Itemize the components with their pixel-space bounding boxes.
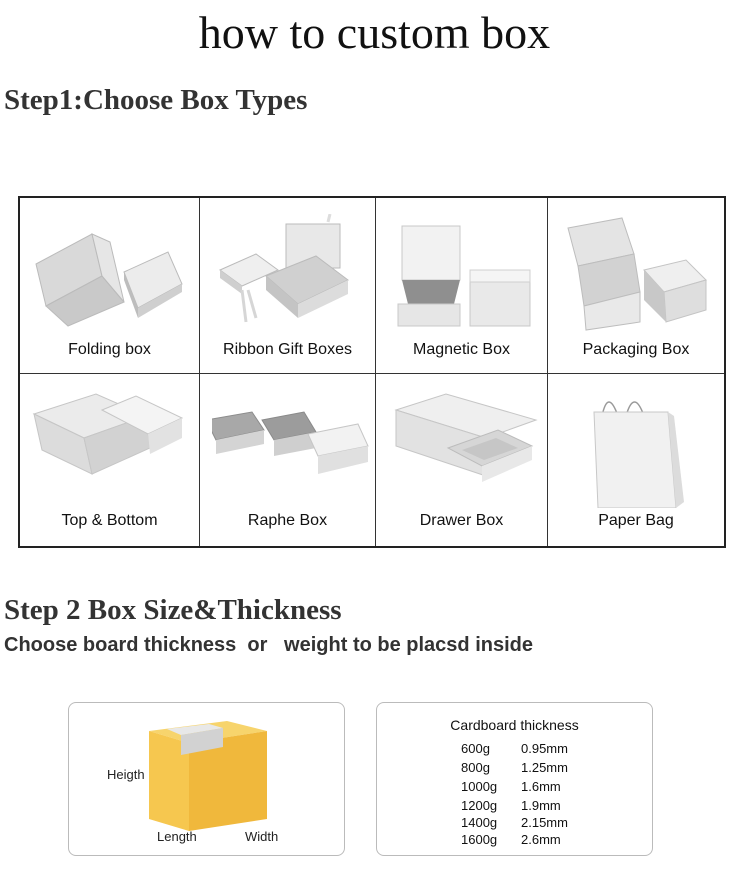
weight-value: 600g <box>461 741 490 756</box>
weight-value: 1200g <box>461 798 498 813</box>
weight-value: 800g <box>461 760 490 775</box>
thickness-value: 2.6mm <box>521 832 561 847</box>
page-title: how to custom box <box>198 7 551 58</box>
box-type-raphe[interactable] <box>200 374 376 546</box>
box-type-label: Packaging Box <box>582 341 690 358</box>
thickness-row <box>461 741 568 756</box>
magnetic-box-image <box>388 214 538 332</box>
drawer-box-image <box>388 390 538 508</box>
thickness-table <box>376 702 653 856</box>
thickness-row <box>461 779 561 794</box>
thickness-row <box>461 832 561 847</box>
height-label: Heigth <box>107 767 145 782</box>
folding-box-image <box>32 214 188 332</box>
length-label: Length <box>157 829 197 844</box>
box-type-label: Paper Bag <box>598 512 674 529</box>
box-type-packaging[interactable] <box>548 198 724 374</box>
thickness-row <box>461 798 561 813</box>
paper-bag-image <box>560 390 710 508</box>
ribbon-gift-box-image <box>212 214 362 332</box>
box-type-label: Magnetic Box <box>413 341 510 358</box>
box-type-label: Raphe Box <box>247 512 328 529</box>
thickness-value: 0.95mm <box>521 741 568 756</box>
box-dimension-icon <box>149 715 279 835</box>
step1-heading: Step1:Choose Box Types <box>4 84 308 116</box>
weight-value: 1600g <box>461 832 498 847</box>
box-type-magnetic[interactable] <box>376 198 548 374</box>
box-type-label: Ribbon Gift Boxes <box>223 341 352 358</box>
thickness-value: 1.9mm <box>521 798 561 813</box>
top-bottom-box-image <box>32 390 188 508</box>
weight-value: 1000g <box>461 779 498 794</box>
box-type-drawer[interactable] <box>376 374 548 546</box>
box-type-folding[interactable] <box>20 198 200 374</box>
box-type-top-bottom[interactable] <box>20 374 200 546</box>
width-label: Width <box>245 829 279 844</box>
step2-heading: Step 2 Box Size&Thickness <box>4 594 342 626</box>
step2-subheading: Choose board thickness or weight to be placsd inside <box>4 634 533 656</box>
thickness-value: 1.6mm <box>521 779 561 794</box>
thickness-value: 1.25mm <box>521 760 568 775</box>
weight-value: 1400g <box>461 815 498 830</box>
packaging-box-image <box>560 214 710 332</box>
box-type-label: Drawer Box <box>419 512 504 529</box>
raphe-box-image <box>212 390 372 508</box>
box-type-label: Top & Bottom <box>61 512 158 529</box>
thickness-row <box>461 760 568 775</box>
thickness-value: 2.15mm <box>521 815 568 830</box>
box-type-paper-bag[interactable] <box>548 374 724 546</box>
box-size-diagram <box>68 702 345 856</box>
box-types-grid <box>18 196 726 548</box>
box-type-label: Folding box <box>68 341 151 358</box>
box-type-ribbon-gift[interactable] <box>200 198 376 374</box>
thickness-row <box>461 815 568 830</box>
thickness-table-title: Cardboard thickness <box>450 717 579 733</box>
